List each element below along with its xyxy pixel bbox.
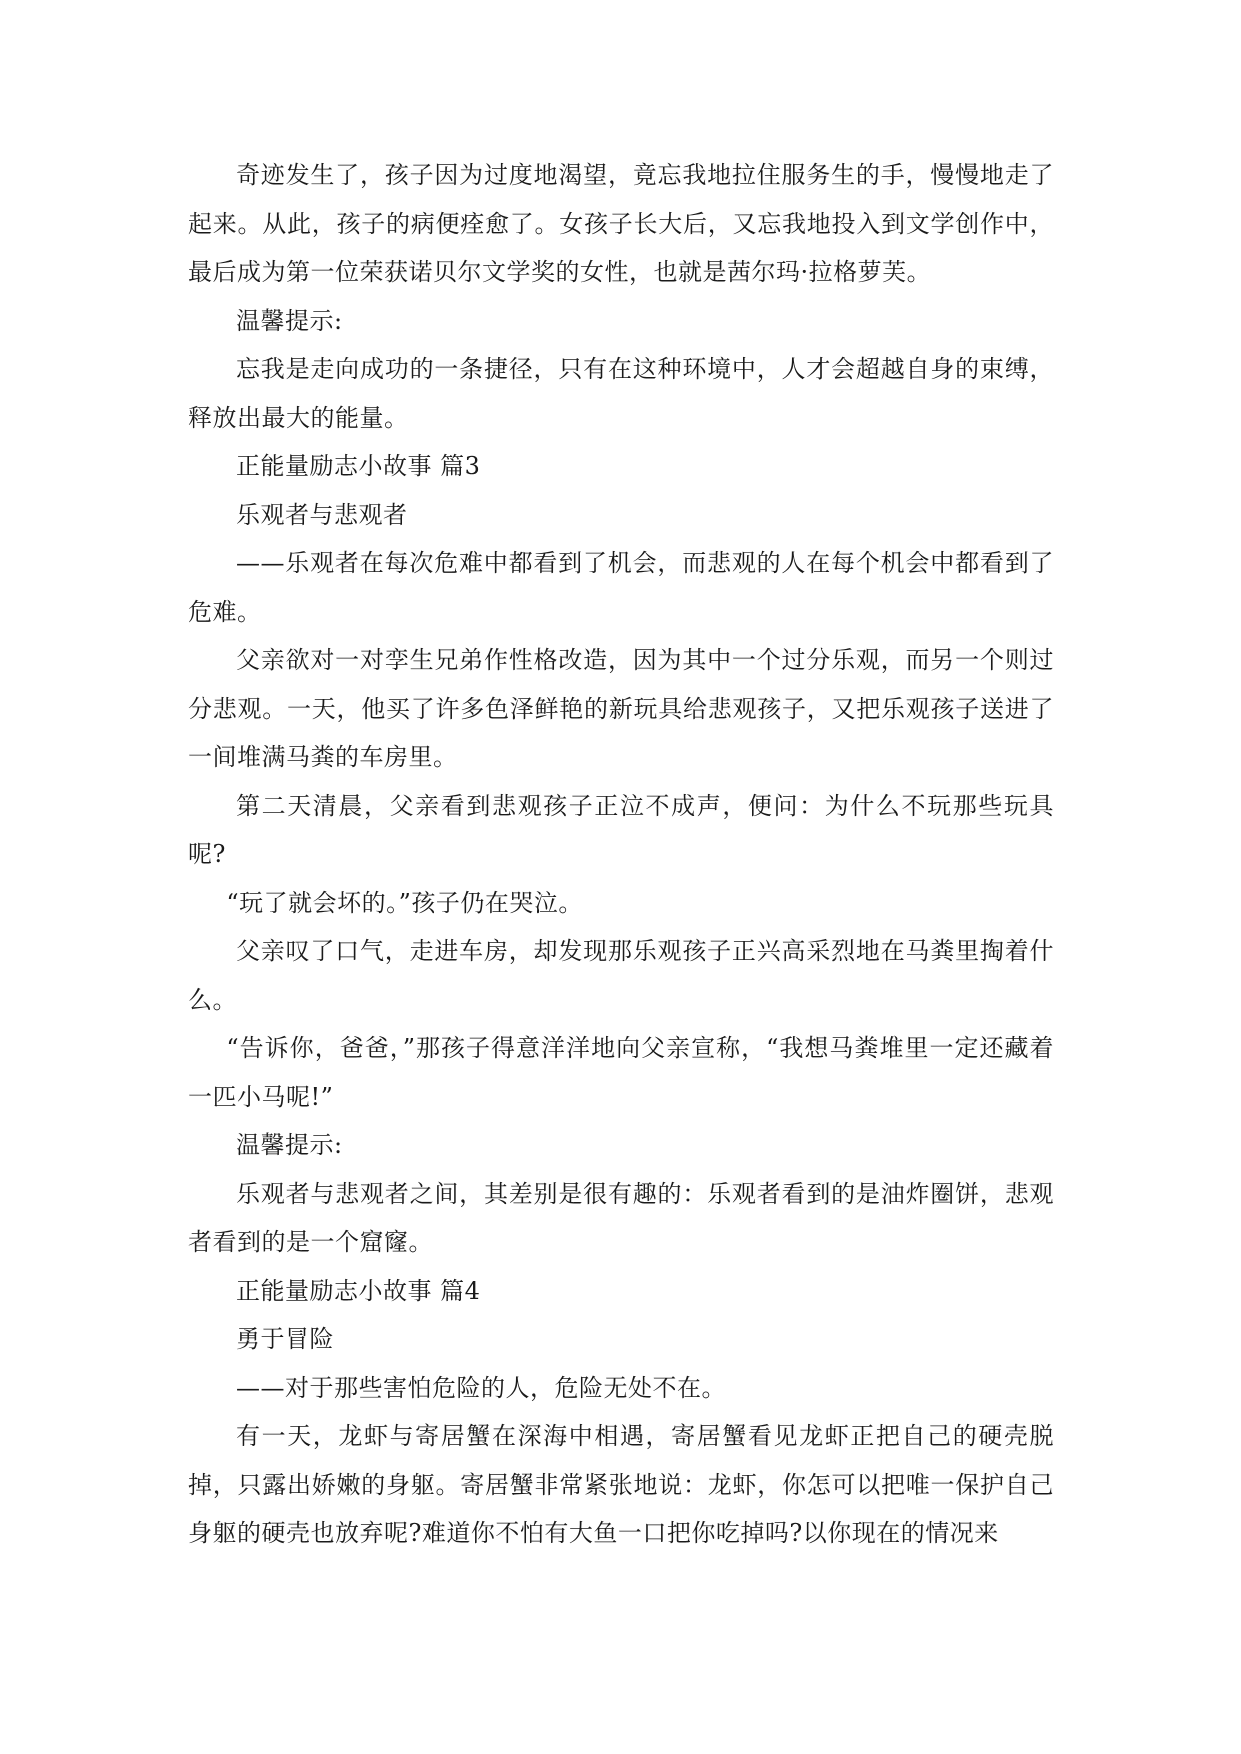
story-title-adventure: 勇于冒险 (236, 1325, 334, 1353)
story-epigraph-danger: ——对于那些害怕危险的人，危险无处不在。 (236, 1373, 726, 1402)
quote-pessimist-child: “玩了就会坏的。”孩子仍在哭泣。 (226, 888, 583, 917)
paragraph-lobster: 有一天，龙虾与寄居蟹在深海中相遇，寄居蟹看见龙虾正把自己的硬壳脱掉，只露出娇嫩的身躯。寄居蟹非常紧张地说：龙虾，你怎可以把唯一保护自己身躯的硬壳也放弃呢?难道你不怕有大鱼一口把你吃掉吗?以你现在的情况来 (188, 1422, 1054, 1547)
tip-heading: 温馨提示: (236, 1131, 343, 1159)
paragraph-tip-optimism: 乐观者与悲观者之间，其差别是很有趣的：乐观者看到的是油炸圈饼，悲观者看到的是一个窟窿。 (188, 1179, 1054, 1256)
paragraph-twins: 父亲欲对一对孪生兄弟作性格改造，因为其中一个过分乐观，而另一个则过分悲观。一天，他买了许多色泽鲜艳的新玩具给悲观孩子，又把乐观孩子送进了一间堆满马粪的车房里。 (188, 646, 1054, 771)
story-epigraph-optimist: ——乐观者在每次危难中都看到了机会，而悲观的人在每个机会中都看到了危难。 (188, 549, 1054, 626)
paragraph-garage: 父亲叹了口气，走进车房，却发现那乐观孩子正兴高采烈地在马粪里掏着什么。 (188, 937, 1054, 1014)
tip-heading: 温馨提示: (236, 306, 343, 335)
story-title-optimist-pessimist: 乐观者与悲观者 (236, 500, 408, 529)
paragraph-next-morning: 第二天清晨，父亲看到悲观孩子正泣不成声，便问：为什么不玩那些玩具呢? (188, 791, 1054, 868)
paragraph-miracle: 奇迹发生了，孩子因为过度地渴望，竟忘我地拉住服务生的手，慢慢地走了起来。从此，孩子的病便痊愈了。女孩子长大后，又忘我地投入到文学创作中，最后成为第一位荣获诺贝尔文学奖的女性，也就是茜尔玛·拉格萝芙。 (188, 161, 1054, 286)
paragraph-tip-selflessness: 忘我是走向成功的一条捷径，只有在这种环境中，人才会超越自身的束缚，释放出最大的能量。 (188, 355, 1054, 432)
document-body (188, 151, 1054, 1558)
section-heading-4: 正能量励志小故事 篇4 (236, 1276, 481, 1305)
quote-optimist-child: “告诉你，爸爸，”那孩子得意洋洋地向父亲宣称，“我想马粪堆里一定还藏着一匹小马呢!” (188, 1034, 1054, 1111)
section-heading-3: 正能量励志小故事 篇3 (236, 452, 481, 480)
